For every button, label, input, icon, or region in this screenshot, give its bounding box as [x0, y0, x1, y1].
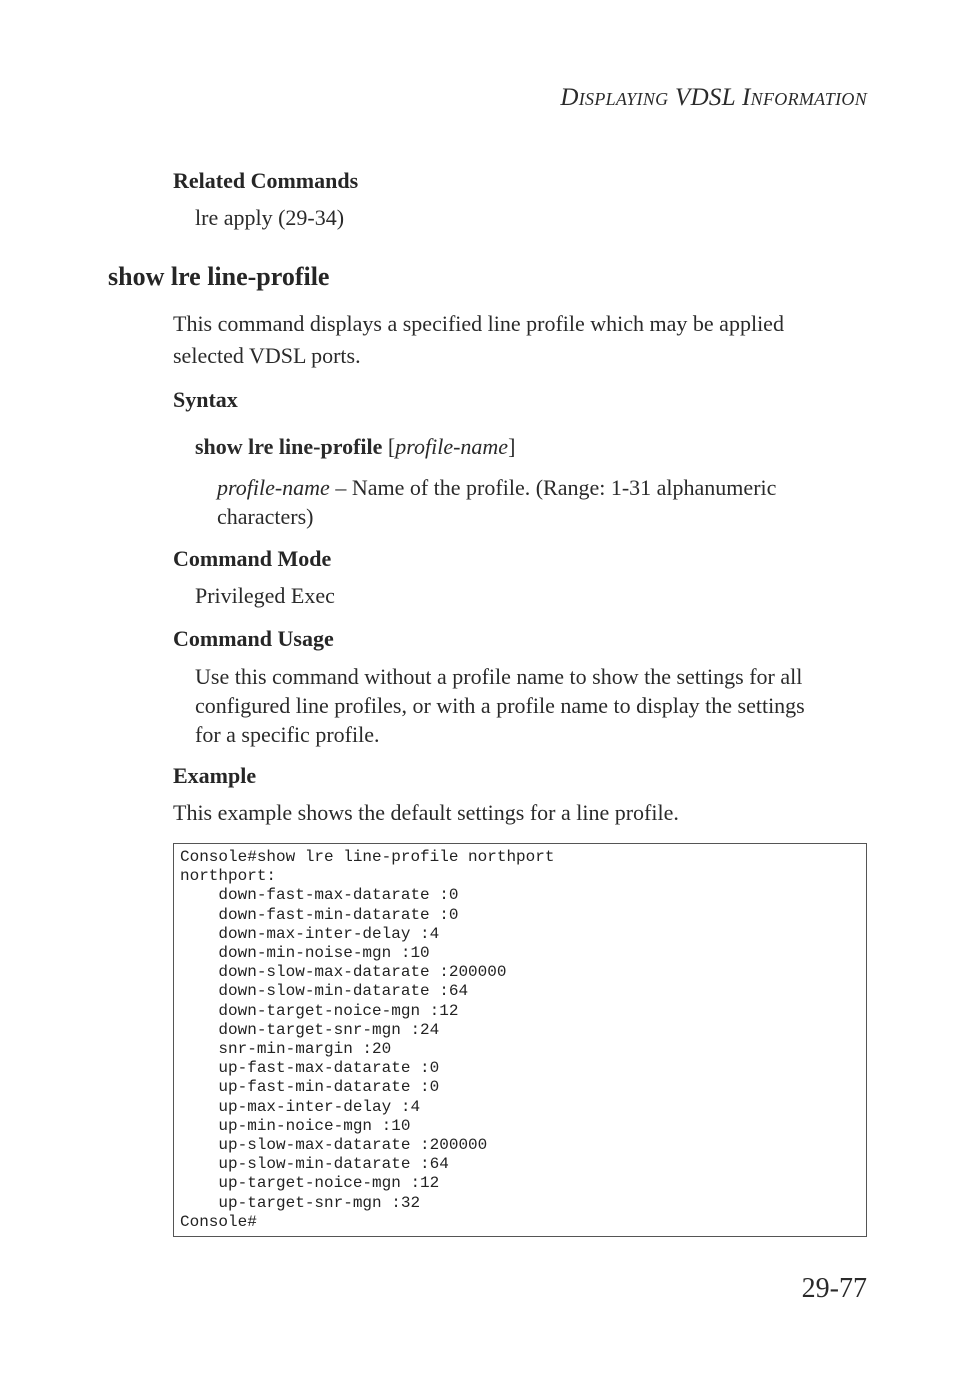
syntax-bracket-close: ]	[508, 434, 516, 459]
header-initial-3: I	[742, 84, 751, 111]
header-word-3: nformation	[750, 84, 867, 111]
header-word-1: isplaying	[578, 84, 669, 111]
header-initial-1: D	[560, 84, 579, 111]
related-commands-heading: Related Commands	[173, 168, 359, 193]
section-intro-line-1: This command displays a specified line profile which may be applied	[173, 311, 784, 336]
syntax-command-line	[195, 432, 515, 461]
code-example: Console#show lre line-profile northport northport: down-fast-max-datarate :0 down-fast-min-datarate :0 down-max-inter-delay :4 down-min-noise-mgn :10 down-slow-max-datarate :200000 down-slow-min-datarate :64 down-target-noice-mgn :12 down-target-snr-mgn :24 snr-min-margin :20 up-fast-max-datarate :0 up-fast-min-datarate :0 up-max-inter-delay :4 up-min-noice-mgn :10 up-slow-max-datarate :200000 up-slow-min-datarate :64 up-target-noice-mgn :12 up-target-snr-mgn :32 Console#	[180, 848, 555, 1231]
command-usage-line-3: for a specific profile.	[195, 722, 380, 747]
section-title: show lre line-profile	[108, 262, 330, 291]
command-mode-heading: Command Mode	[173, 546, 332, 571]
header-word-2: VDSL	[668, 84, 743, 111]
command-usage-line-2: configured line profiles, or with a profile name to display the settings	[195, 693, 805, 718]
page-number: 29-77	[801, 1273, 867, 1304]
syntax-command: show lre line-profile	[195, 434, 383, 459]
command-usage-heading: Command Usage	[173, 626, 334, 651]
command-usage-line-1: Use this command without a profile name to show the settings for all	[195, 664, 803, 689]
example-text: This example shows the default settings for a line profile.	[173, 800, 679, 825]
param-desc-text: – Name of the profile. (Range: 1-31 alphanumeric	[329, 475, 777, 500]
syntax-bracket-open: [	[382, 434, 396, 459]
syntax-param: profile-name	[395, 434, 509, 459]
section-intro-line-2: selected VDSL ports.	[173, 343, 361, 368]
command-mode-text: Privileged Exec	[195, 583, 335, 608]
param-desc-name: profile-name	[217, 475, 330, 500]
running-header	[560, 84, 867, 112]
syntax-heading: Syntax	[173, 387, 238, 412]
param-desc-line-1	[217, 473, 776, 502]
example-heading: Example	[173, 763, 257, 788]
related-commands-text: lre apply (29-34)	[195, 205, 345, 230]
param-desc-line-2: characters)	[217, 504, 314, 529]
code-example-box	[173, 843, 867, 1237]
